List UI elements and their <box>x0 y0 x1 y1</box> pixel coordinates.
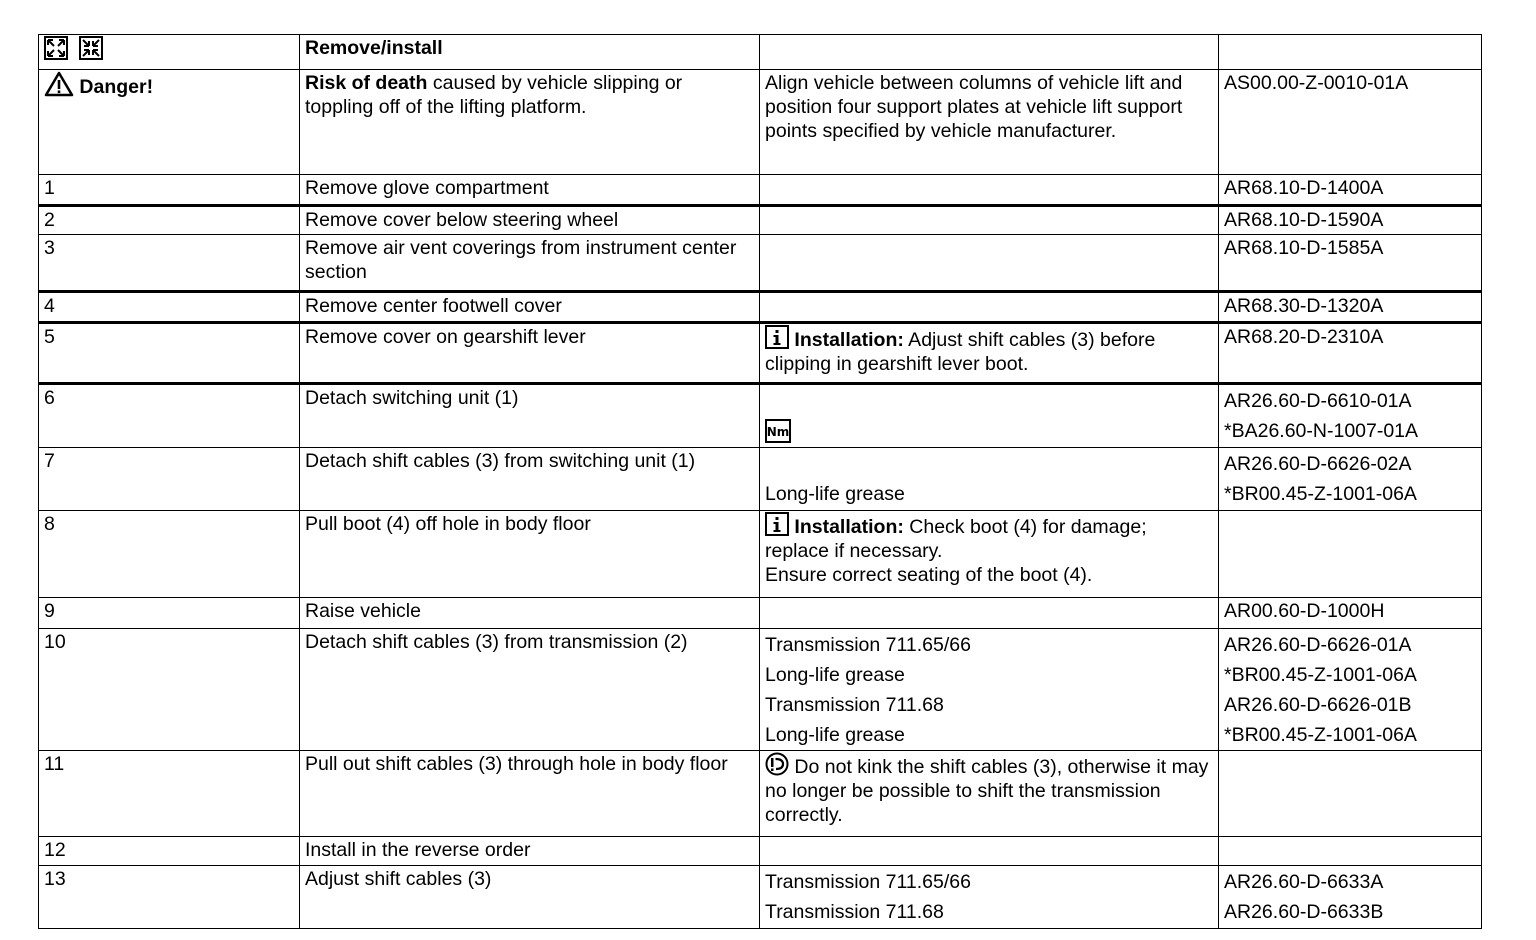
danger-cell <box>39 70 300 175</box>
table-row: 5 Remove cover on gearshift lever Installation: Adjust shift cables (3) before clipping in gearshift lever boot. AR68.20-D-2310A <box>39 323 1482 384</box>
table-row: 13 Adjust shift cables (3) Transmission 711.65/66 Transmission 711.68 AR26.60-D-6633A AR26.60-D-6633B <box>39 866 1482 929</box>
caution-note: Do not kink the shift cables (3), otherwise it may no longer be possible to shift the transmission correctly. <box>760 751 1219 837</box>
procedure-table <box>38 34 1482 929</box>
danger-row <box>39 70 1482 175</box>
table-row: 7 Detach shift cables (3) from switching unit (1) Long-life grease AR26.60-D-6626-02A *BR00.45-Z-1001-06A <box>39 448 1482 511</box>
table-row: 4 Remove center footwell cover AR68.30-D-1320A <box>39 292 1482 323</box>
info-icon <box>765 325 789 349</box>
table-row: 10 Detach shift cables (3) from transmission (2) Transmission 711.65/66 Long-life grease Transmission 711.68 Long-life grease AR26.60-D-6626-01A *BR00.45-Z-1001-06A AR26.60-D-6626-01B *BR00.45-Z-1001-06A <box>39 629 1482 751</box>
info-icon <box>765 512 789 536</box>
table-row: 3 Remove air vent coverings from instrument center section AR68.10-D-1585A <box>39 235 1482 292</box>
danger-label: Danger! <box>79 76 154 98</box>
danger-note: Align vehicle between columns of vehicle lift and position four support plates at vehicle lift support points specified by vehicle manufacturer. <box>760 70 1219 175</box>
caution-note-icon <box>765 752 789 776</box>
table-row: 6 Detach switching unit (1) Nm AR26.60-D-6610-01A *BA26.60-N-1007-01A <box>39 384 1482 448</box>
header-title: Remove/install <box>300 35 760 70</box>
table-row: 1 Remove glove compartment AR68.10-D-1400A <box>39 175 1482 206</box>
torque-nm-icon <box>765 419 791 443</box>
table-row: 8 Pull boot (4) off hole in body floor Installation: Check boot (4) for damage; replace if necessary. Ensure correct seating of the boot (4). <box>39 511 1482 598</box>
install-icon <box>79 36 103 60</box>
remove-icon <box>44 36 68 60</box>
table-row: 9 Raise vehicle AR00.60-D-1000H <box>39 598 1482 629</box>
installation-note: Installation: Adjust shift cables (3) before clipping in gearshift lever boot. <box>760 323 1219 384</box>
danger-ref: AS00.00-Z-0010-01A <box>1219 70 1482 175</box>
table-row: 11 Pull out shift cables (3) through hole in body floor Do not kink the shift cables (3), otherwise it may no longer be possible to shift the transmission correctly. <box>39 751 1482 837</box>
header-icons-cell <box>39 35 300 70</box>
header-row <box>39 35 1482 70</box>
danger-risk-cell: Risk of death caused by vehicle slipping or toppling off of the lifting platform. <box>300 70 760 175</box>
warning-triangle-icon <box>44 71 74 97</box>
table-row: 12 Install in the reverse order <box>39 837 1482 866</box>
procedure-sheet <box>38 34 1481 929</box>
table-row: 2 Remove cover below steering wheel AR68.10-D-1590A <box>39 206 1482 235</box>
svg-text:Nm: Nm <box>766 425 790 439</box>
installation-note: Installation: Check boot (4) for damage; replace if necessary. Ensure correct seating of the boot (4). <box>760 511 1219 598</box>
